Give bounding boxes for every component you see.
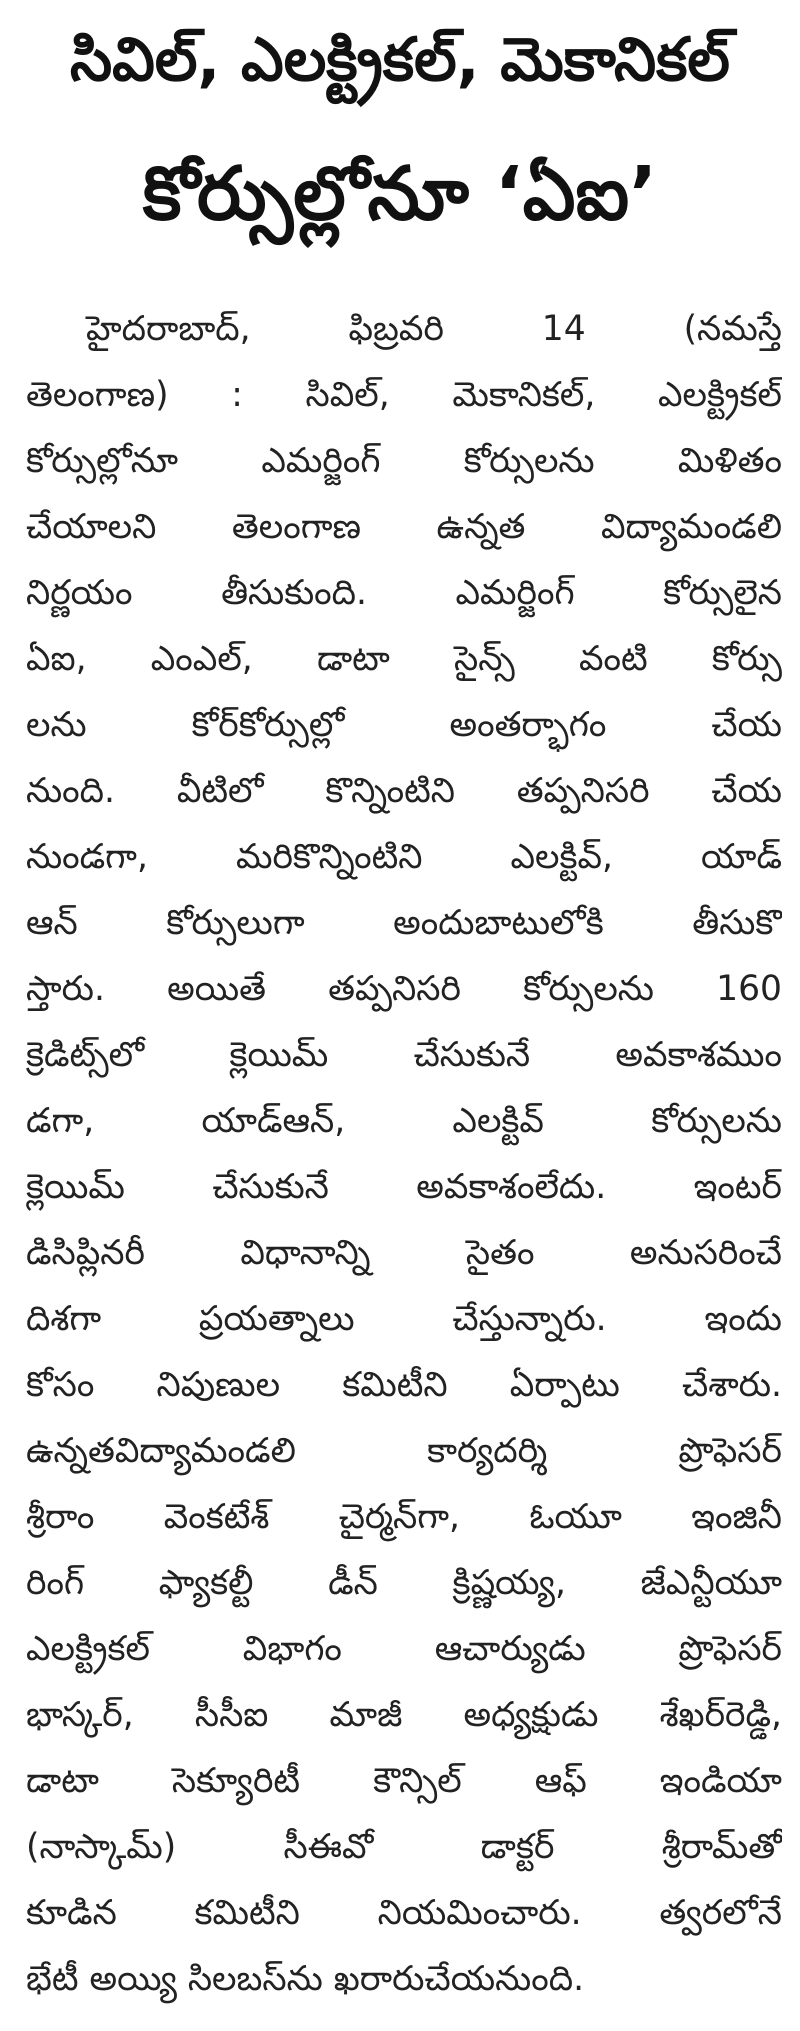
article-line: స్తారు. అయితే తప్పనిసరి కోర్సులను 160 <box>26 968 782 1009</box>
article-line: రింగ్‌ ఫ్యాకల్టీ డీన్‌ క్రిష్ణయ్య, జేఎన్టీయూ <box>26 1562 782 1603</box>
article-line: హైదరాబాద్‌, ఫిబ్రవరి 14 (నమస్తే <box>86 308 782 349</box>
article-line: నుంది. వీటిలో కొన్నింటిని తప్పనిసరి చేయ <box>26 770 782 811</box>
article-line: ఆన్‌ కోర్సులుగా అందుబాటులోకి తీసుకొ <box>26 902 782 943</box>
article-line: క్రెడిట్స్‌లో క్లెయిమ్‌ చేసుకునే అవకాశముం <box>26 1034 782 1075</box>
article-body <box>0 296 800 2012</box>
article-line: క్లెయిమ్‌ చేసుకునే అవకాశంలేదు. ఇంటర్‌ <box>26 1166 782 1207</box>
article-line: ఏఐ, ఎంఎల్‌, డాటా సైన్స్‌ వంటి కోర్సు <box>26 638 782 679</box>
article-line: కోసం నిపుణుల కమిటీని ఏర్పాటు చేశారు. <box>26 1364 782 1405</box>
article-line: డగా, యాడ్‌ఆన్‌, ఎలక్టివ్‌ కోర్సులను <box>26 1100 782 1141</box>
article-line: శ్రీరాం వెంకటేశ్‌ చైర్మన్‌గా, ఓయూ ఇంజినీ <box>26 1496 782 1537</box>
article-line: కూడిన కమిటీని నియమించారు. త్వరలోనే <box>26 1892 782 1933</box>
headline-line-1: సివిల్‌, ఎలక్ట్రికల్‌, మెకానికల్‌ <box>70 25 730 95</box>
article-line: డిసిప్లినరీ విధానాన్ని సైతం అనుసరించే <box>26 1232 782 1273</box>
article-line: ఉన్నతవిద్యామండలి కార్యదర్శి ప్రొఫెసర్‌ <box>26 1430 782 1471</box>
article-line: (నాస్కామ్‌) సీఈవో డాక్టర్‌ శ్రీరామ్‌తో <box>26 1826 782 1867</box>
article-line: డాటా సెక్యూరిటీ కౌన్సిల్‌ ఆఫ్‌ ఇండియా <box>26 1760 782 1801</box>
article-line: కోర్సుల్లోనూ ఎమర్జింగ్‌ కోర్సులను మిళితం <box>26 440 782 481</box>
article-line: తెలంగాణ) : సివిల్‌, మెకానికల్‌, ఎలక్ట్రికల్‌ <box>26 374 782 415</box>
article-line: ఎలక్ట్రికల్‌ విభాగం ఆచార్యుడు ప్రొఫెసర్‌ <box>26 1628 782 1669</box>
article-line: లను కోర్‌కోర్సుల్లో అంతర్భాగం చేయ <box>26 704 782 745</box>
headline-line-2: కోర్సుల్లోనూ ‘ఏఐ’ <box>142 151 658 238</box>
article-line: భాస్కర్‌, సీసీఐ మాజీ అధ్యక్షుడు శేఖర్‌రెడ్డి, <box>26 1694 782 1735</box>
article-line: చేయాలని తెలంగాణ ఉన్నత విద్యామండలి <box>26 506 782 547</box>
article-line: నిర్ణయం తీసుకుంది. ఎమర్జింగ్‌ కోర్సులైన <box>26 572 782 613</box>
article-line: దిశగా ప్రయత్నాలు చేస్తున్నారు. ఇందు <box>26 1298 782 1339</box>
article-line: భేటీ అయ్యి సిలబస్‌ను ఖరారుచేయనుంది. <box>26 1958 585 1999</box>
article-line: నుండగా, మరికొన్నింటిని ఎలక్టివ్‌, యాడ్‌ <box>26 836 782 877</box>
